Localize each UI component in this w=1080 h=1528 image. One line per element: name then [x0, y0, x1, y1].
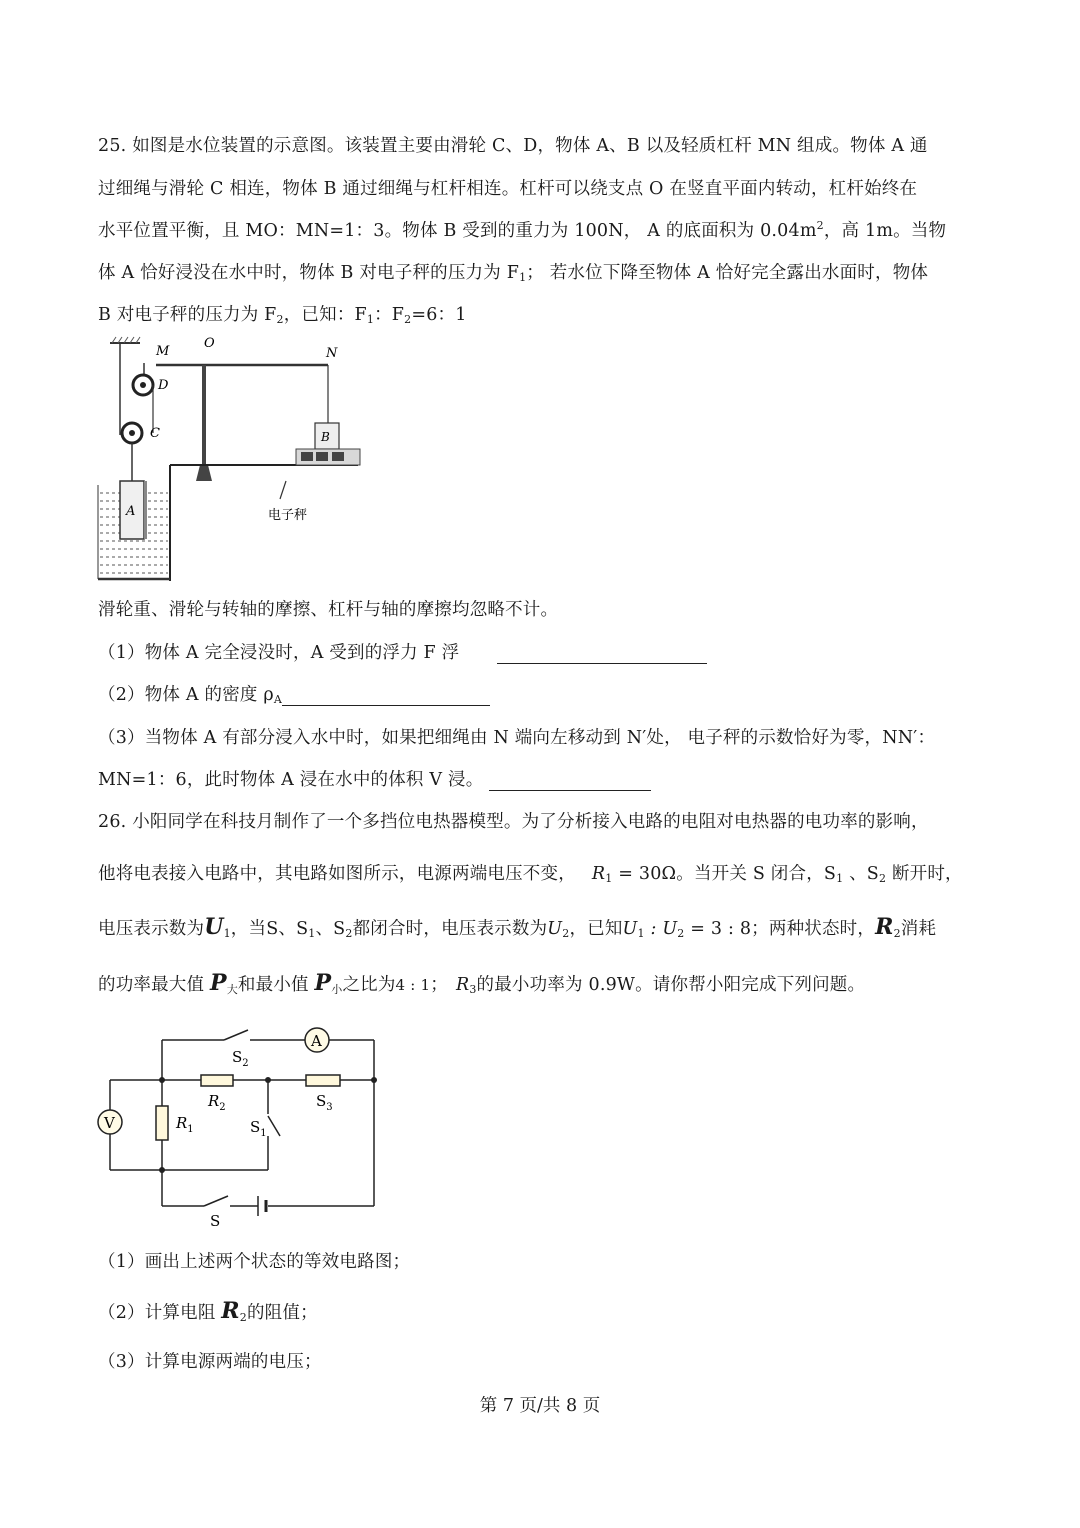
q25-line-1: 25. 如图是水位装置的示意图。该装置主要由滑轮 C、D，物体 A、B 以及轻质杠杆 MN 组成。物体 A 通 [98, 136, 928, 156]
q26-r2-subscript: 2 [893, 927, 901, 940]
q26-line-2-sep: 、 [843, 864, 867, 884]
label-o: O [204, 336, 215, 351]
q26-line-4-tail: 的最小功率为 0.9W。请你帮小阳完成下列问题。 [476, 975, 866, 995]
answer-blank-1[interactable] [497, 645, 707, 664]
q25-f2-subscript: 2 [276, 313, 284, 326]
q25-sub-3-line-1: （3）当物体 A 有部分浸入水中时，如果把细绳由 N 端向左移动到 N′处， 电子秤的示数恰好为零，NN′： [98, 728, 936, 748]
q25-sub-1 [98, 639, 707, 664]
q26-pmax-subscript: 大 [226, 983, 238, 996]
label-a: A [126, 504, 136, 519]
q26-line-3 [98, 914, 936, 940]
q25-line-4-text: 体 A 恰好浸没在水中时，物体 B 对电子秤的压力为 F [98, 263, 520, 283]
q26-line-4-ratio-label: 之比为 [342, 975, 396, 995]
q26-u2-subscript: 2 [562, 927, 570, 940]
label-s2 [232, 1048, 249, 1069]
q26-line-4-mid: 和最小值 [237, 975, 315, 995]
q25-ratio-value: =6：1 [411, 305, 467, 325]
q26-u2-symbol: U [547, 919, 563, 939]
page-footer: 第 7 页/共 8 页 [479, 1396, 601, 1416]
q26-line-3-s1-sub: 1 [308, 927, 316, 940]
q25-sub-3-line-2 [98, 766, 651, 791]
q25-line-5-known: ，已知：F [283, 305, 367, 325]
label-b: B [321, 430, 330, 444]
q26-r3-subscript: 3 [469, 983, 477, 996]
q26-ratio-u2: : U [644, 919, 678, 939]
q26-pmin-subscript: 小 [331, 983, 343, 996]
q26-pmax-symbol: P [209, 970, 227, 996]
q26-line-3-switches: ，当S、S [230, 919, 309, 939]
q25-line-3 [98, 217, 946, 242]
label-r2-letter: R [208, 1092, 220, 1110]
q26-line-3-text: 电压表示数为 [98, 919, 205, 939]
q26-u1-symbol: U [204, 914, 224, 940]
q26-line-2 [98, 860, 963, 885]
label-m: M [156, 344, 170, 359]
q26-sub-2-r2-symbol: R [221, 1298, 240, 1324]
q26-r2-symbol: R [875, 914, 894, 940]
q25-sub-3-text: MN=1：6，此时物体 A 浸在水中的体积 V 浸。 [98, 770, 484, 790]
q26-sub-2 [98, 1298, 318, 1324]
q26-line-4 [98, 970, 865, 997]
resistor-r2 [201, 1075, 233, 1086]
label-s1-letter: S [250, 1118, 261, 1136]
q25-line-4 [98, 259, 928, 284]
ammeter-label: A [311, 1032, 322, 1050]
label-n: N [326, 346, 338, 361]
q25-ratio-f2-subscript: 2 [404, 313, 412, 326]
q26-s2-symbol: S [866, 864, 879, 884]
q26-line-4-sep: ； [430, 975, 448, 995]
q25-ratio-f1-subscript: 1 [366, 313, 375, 326]
q26-ratio-u1-sub: 1 [637, 927, 645, 940]
q25-line-3-tail: ，高 1m。当物 [823, 221, 947, 241]
q25-line-2: 过细绳与滑轮 C 相连，物体 B 通过细绳与杠杆相连。杠杆可以绕支点 O 在竖直平面内转动，杠杆始终在 [98, 179, 918, 199]
q26-sub-3: （3）计算电源两端的电压； [98, 1352, 322, 1372]
label-c: C [150, 426, 160, 441]
q25-line-5 [98, 301, 467, 326]
q26-sub-1: （1）画出上述两个状态的等效电路图； [98, 1252, 411, 1272]
resistor-r1 [156, 1106, 168, 1140]
q26-line-3-mid: 都闭合时，电压表示数为 [352, 919, 548, 939]
q26-ratio-u1: U [622, 919, 638, 939]
q26-s1-symbol: S [823, 864, 837, 884]
q26-line-3-states: ；两种状态时， [751, 919, 876, 939]
q26-line-3-tail: 消耗 [900, 919, 937, 939]
q26-line-2-tail: 断开时， [886, 864, 963, 884]
label-electronic-scale: 电子秤 [268, 508, 308, 523]
q25-sub-1-text: （1）物体 A 完全浸没时，A 受到的浮力 F 浮 [98, 643, 460, 663]
q26-u1-subscript: 1 [223, 927, 231, 940]
label-r1 [175, 1114, 194, 1135]
q25-f1-subscript: 1 [519, 271, 527, 284]
q25-note: 滑轮重、滑轮与转轴的摩擦、杠杆与轴的摩擦均忽略不计。 [98, 600, 559, 620]
lever-pulley-diagram [96, 335, 386, 585]
resistor-r3 [306, 1075, 340, 1086]
q26-power-ratio: 4 : 1 [395, 976, 431, 994]
label-s1-sub: 1 [260, 1128, 267, 1139]
q26-r3-symbol: R [455, 975, 470, 995]
label-r2-sub: 2 [219, 1102, 226, 1113]
label-r2 [207, 1092, 226, 1113]
q25-ratio-colon: ：F [374, 305, 405, 325]
q26-sub-2-text: （2）计算电阻 [98, 1303, 222, 1323]
q25-line-4-tail: ； 若水位下降至物体 A 恰好完全露出水面时，物体 [526, 263, 929, 283]
q25-density-subscript: A [273, 693, 283, 706]
lever-support [202, 365, 206, 465]
q25-line-5-text: B 对电子秤的压力为 F [98, 305, 277, 325]
q26-s2-subscript: 2 [878, 872, 887, 885]
q25-sub-2 [98, 681, 490, 706]
answer-blank-2[interactable] [282, 687, 490, 706]
q25-line-3-text: 水平位置平衡，且 MO：MN=1：3。物体 B 受到的重力为 100N， A 的底面积为 0.04m [98, 221, 817, 241]
q26-pmin-symbol: P [314, 970, 332, 996]
voltmeter-label: V [104, 1114, 115, 1132]
q26-line-2-mid: 。当开关 S 闭合， [676, 864, 824, 884]
label-r1-sub: 1 [187, 1124, 194, 1135]
q26-ratio-value: = 3 : 8 [684, 919, 752, 939]
label-s1 [250, 1118, 267, 1139]
q25-area-exponent: 2 [816, 219, 824, 232]
circuit-diagram [96, 1020, 396, 1235]
q26-line-3-s2: 、S [315, 919, 346, 939]
label-s3-sub: 3 [326, 1102, 333, 1113]
q26-r1-symbol: R [591, 864, 606, 884]
label-s3 [316, 1092, 333, 1113]
answer-blank-3[interactable] [489, 772, 651, 791]
q26-line-1: 26. 小阳同学在科技月制作了一个多挡位电热器模型。为了分析接入电路的电阻对电热器的电功率的影响， [98, 812, 929, 832]
label-s2-sub: 2 [242, 1058, 249, 1069]
q26-line-3-known: ，已知 [569, 919, 623, 939]
q26-sub-2-r2-subscript: 2 [239, 1311, 247, 1324]
label-d: D [158, 378, 169, 393]
q26-r1-subscript: 1 [605, 872, 613, 885]
label-s2-letter: S [232, 1048, 243, 1066]
q25-sub-2-text: （2）物体 A 的密度 ρ [98, 685, 274, 705]
q26-line-3-s2-sub: 2 [345, 927, 353, 940]
label-s3-letter: S [316, 1092, 327, 1110]
q26-ratio-u2-sub: 2 [677, 927, 685, 940]
q26-r1-value: = 30Ω [612, 864, 677, 884]
label-s: S [210, 1212, 221, 1230]
label-r1-letter: R [176, 1114, 188, 1132]
q26-s1-subscript: 1 [836, 872, 844, 885]
q26-line-4-text: 的功率最大值 [98, 975, 210, 995]
q26-line-2-text: 他将电表接入电路中，其电路如图所示，电源两端电压不变， [98, 864, 576, 884]
q26-sub-2-tail: 的阻值； [246, 1303, 318, 1323]
